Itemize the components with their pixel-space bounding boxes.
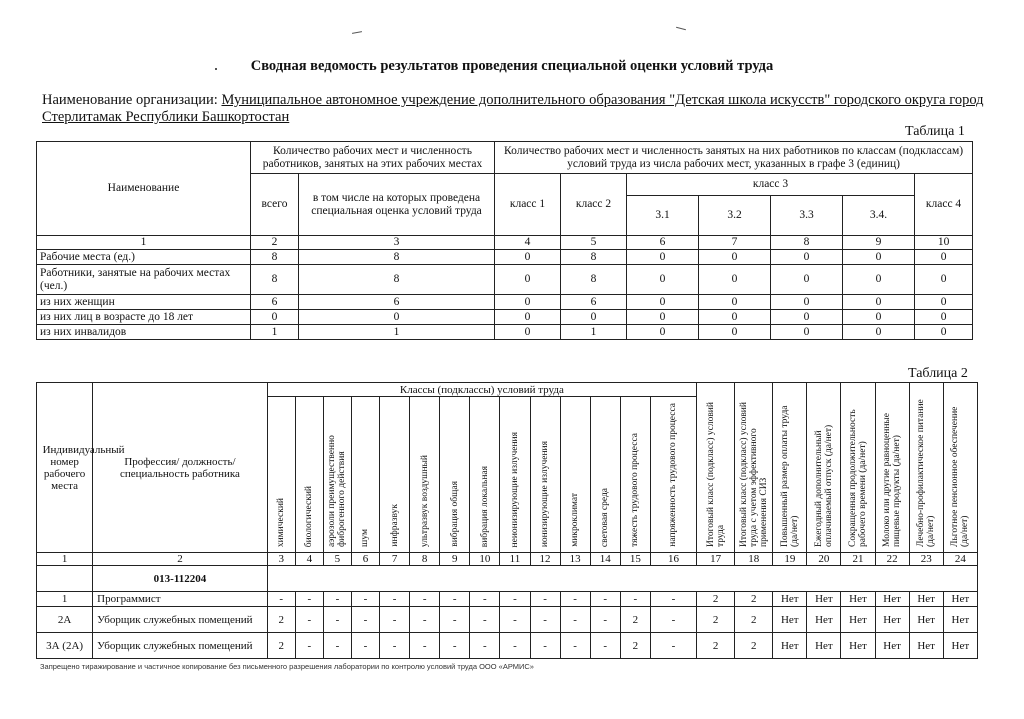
cell-value: 2 — [620, 607, 650, 633]
header-classes-group: Классы (подклассы) условий труда — [267, 383, 696, 397]
header-factor — [295, 397, 323, 553]
organization-name: Муниципальное автономное учреждение дополнительного образования "Детская школа искусств" городского округа город Стерлитамак Республики Башкортостан — [42, 92, 984, 125]
cell-value: - — [295, 592, 323, 607]
header-factor — [440, 397, 470, 553]
header-extra — [773, 383, 807, 553]
organization-label: Наименование организации: — [42, 92, 218, 108]
cell-value: 0 — [843, 310, 915, 325]
column-number: 12 — [530, 553, 560, 566]
table-row — [37, 633, 978, 659]
header-factor — [470, 397, 500, 553]
header-factor — [560, 397, 590, 553]
header-factor — [267, 397, 295, 553]
header-extra — [841, 383, 875, 553]
cell-value: 0 — [495, 295, 561, 310]
cell-value: 2 — [697, 592, 735, 607]
header-factor-text: аэрозоли преимущественно фиброгенного действия — [327, 435, 348, 547]
header-factor — [380, 397, 410, 553]
cell-value: 0 — [771, 325, 843, 340]
column-number: 17 — [697, 553, 735, 566]
column-number: 23 — [909, 553, 943, 566]
column-number: 2 — [251, 236, 299, 250]
header-factor — [530, 397, 560, 553]
cell-value: - — [410, 633, 440, 659]
workplace-id: 1 — [37, 592, 93, 607]
header-class4: класс 4 — [915, 174, 973, 236]
header-workplace-id-text: Индивидуальный номер рабочего места — [42, 443, 125, 492]
cell-value: - — [590, 592, 620, 607]
header-subclass: 3.1 — [627, 196, 699, 236]
cell-value: - — [560, 592, 590, 607]
cell-value: 2 — [697, 607, 735, 633]
cell-value: 0 — [627, 250, 699, 265]
cell-value: Нет — [943, 607, 977, 633]
column-number: 3 — [299, 236, 495, 250]
cell-value: - — [351, 633, 379, 659]
header-profession: Профессия/ должность/ специальность работника — [93, 383, 268, 553]
row-name: из них лиц в возрасте до 18 лет — [37, 310, 251, 325]
column-number: 8 — [410, 553, 440, 566]
cell-value: 8 — [251, 250, 299, 265]
header-extra — [909, 383, 943, 553]
cell-value: 0 — [627, 325, 699, 340]
cell-value: 1 — [299, 325, 495, 340]
column-number: 22 — [875, 553, 909, 566]
cell-value: - — [470, 607, 500, 633]
header-class2: класс 2 — [561, 174, 627, 236]
section-row — [37, 566, 978, 592]
cell-value: Нет — [841, 592, 875, 607]
column-number: 3 — [267, 553, 295, 566]
profession-name: Программист — [93, 592, 268, 607]
cell-value: - — [530, 607, 560, 633]
header-extra-text: Льготное пенсионное обеспечение (да/нет) — [950, 406, 971, 547]
cell-value: 0 — [495, 310, 561, 325]
header-factor-text: инфразвук — [389, 504, 400, 547]
cell-value: - — [380, 607, 410, 633]
section-code: 013-112204 — [93, 566, 268, 592]
column-number: 13 — [560, 553, 590, 566]
cell-value: - — [560, 607, 590, 633]
cell-value: 2 — [267, 633, 295, 659]
column-number: 7 — [380, 553, 410, 566]
cell-value: 0 — [699, 265, 771, 295]
header-factor-text: ультразвук воздушный — [419, 454, 430, 547]
header-extra — [807, 383, 841, 553]
cell-value: 0 — [771, 310, 843, 325]
cell-value: - — [323, 592, 351, 607]
cell-value: - — [650, 592, 696, 607]
cell-value: 6 — [251, 295, 299, 310]
cell-value: 8 — [561, 250, 627, 265]
cell-value: 0 — [843, 250, 915, 265]
cell-value: 0 — [495, 265, 561, 295]
column-number: 7 — [699, 236, 771, 250]
column-number: 6 — [627, 236, 699, 250]
cell-value: 1 — [561, 325, 627, 340]
header-factor — [410, 397, 440, 553]
cell-value: - — [470, 592, 500, 607]
cell-value: 8 — [251, 265, 299, 295]
cell-value: - — [295, 607, 323, 633]
header-factor-text: шум — [360, 529, 371, 547]
row-name: Работники, занятые на рабочих местах (чел.) — [37, 265, 251, 295]
table-row — [37, 325, 973, 340]
header-factor-text: биологический — [304, 485, 315, 547]
cell-value: - — [380, 633, 410, 659]
header-factor — [590, 397, 620, 553]
cell-value: Нет — [807, 607, 841, 633]
cell-value: 0 — [699, 325, 771, 340]
column-number: 9 — [843, 236, 915, 250]
column-number: 24 — [943, 553, 977, 566]
header-classes-group: Количество рабочих мест и численность занятых на них работников по классам (подклассам) условий труда из числа рабочих мест, указанных в графе 3 (единиц) — [495, 142, 973, 174]
cell-value: 0 — [495, 325, 561, 340]
cell-value: 0 — [561, 310, 627, 325]
table-row — [37, 295, 973, 310]
column-number: 6 — [351, 553, 379, 566]
cell-value: Нет — [875, 633, 909, 659]
cell-value: Нет — [909, 607, 943, 633]
organization-line — [42, 92, 987, 126]
table-row — [37, 607, 978, 633]
column-number: 1 — [37, 553, 93, 566]
cell-value: - — [590, 607, 620, 633]
header-extra-text: Молоко или другие равноценные пищевые продукты (да/нет) — [882, 412, 903, 547]
cell-value: - — [323, 607, 351, 633]
cell-value: - — [440, 633, 470, 659]
cell-value: Нет — [909, 592, 943, 607]
column-number: 5 — [323, 553, 351, 566]
column-number: 21 — [841, 553, 875, 566]
cell-value: 6 — [561, 295, 627, 310]
header-extra-text: Ежегодный дополнительный оплачиваемый отпуск (да/нет) — [813, 424, 834, 547]
header-extra-text: Итоговый класс (подкласс) условий труда с учетом эффективного применения СИЗ — [738, 402, 769, 547]
cell-value: 0 — [915, 250, 973, 265]
cell-value: 2 — [735, 607, 773, 633]
cell-value: - — [560, 633, 590, 659]
column-number: 5 — [561, 236, 627, 250]
cell-value: - — [440, 592, 470, 607]
cell-value: Нет — [875, 607, 909, 633]
cell-value: - — [323, 633, 351, 659]
cell-value: - — [380, 592, 410, 607]
header-subclass: 3.3 — [771, 196, 843, 236]
cell-value: - — [650, 607, 696, 633]
cell-value: 0 — [627, 310, 699, 325]
header-class3: класс 3 — [627, 174, 915, 196]
column-number: 4 — [295, 553, 323, 566]
cell-value: 0 — [843, 265, 915, 295]
cell-value: 2 — [697, 633, 735, 659]
cell-value: 0 — [915, 295, 973, 310]
cell-value: 0 — [771, 265, 843, 295]
cell-value: 0 — [699, 295, 771, 310]
header-factor-text: микроклимат — [570, 493, 581, 547]
header-factor-text: неионизирующие излучения — [509, 431, 520, 547]
profession-name: Уборщик служебных помещений — [93, 633, 268, 659]
header-factor-text: световая среда — [600, 487, 611, 547]
cell-value: Нет — [875, 592, 909, 607]
table-row — [37, 265, 973, 295]
header-factor-text: химический — [276, 497, 287, 547]
column-numbers-row — [37, 553, 978, 566]
document-title: Сводная ведомость результатов проведения специальной оценки условий труда — [250, 58, 774, 74]
header-subclass: 3.2 — [699, 196, 771, 236]
cell-value: - — [470, 633, 500, 659]
header-factor — [323, 397, 351, 553]
cell-value: 2 — [735, 633, 773, 659]
header-extra — [875, 383, 909, 553]
header-count-group: Количество рабочих мест и численность работников, занятых на этих рабочих местах — [251, 142, 495, 174]
cell-value: - — [500, 592, 530, 607]
summary-table-1 — [36, 141, 973, 340]
workplace-id: 2А — [37, 607, 93, 633]
cell-value: Нет — [807, 592, 841, 607]
cell-value: 0 — [699, 250, 771, 265]
cell-value: - — [295, 633, 323, 659]
row-name: из них инвалидов — [37, 325, 251, 340]
header-subclass: 3.4. — [843, 196, 915, 236]
cell-value: Нет — [841, 607, 875, 633]
table1-caption: Таблица 1 — [905, 124, 965, 139]
cell-value: - — [410, 607, 440, 633]
header-factor-text: тяжесть трудового процесса — [630, 433, 641, 547]
header-extra-text: Итоговый класс (подкласс) условий труда — [705, 402, 726, 547]
cell-value: 0 — [495, 250, 561, 265]
cell-value: - — [500, 607, 530, 633]
header-extra-text: Сокращенная продолжительность рабочего времени (да/нет) — [848, 409, 868, 547]
column-number: 2 — [93, 553, 268, 566]
cell-value: Нет — [943, 592, 977, 607]
header-factor — [650, 397, 696, 553]
table-row — [37, 310, 973, 325]
column-number: 10 — [915, 236, 973, 250]
table-row — [37, 592, 978, 607]
workplace-id: 3А (2А) — [37, 633, 93, 659]
cell-value: - — [530, 592, 560, 607]
cell-value: 0 — [771, 250, 843, 265]
header-class1: класс 1 — [495, 174, 561, 236]
footer-note: Запрещено тиражирование и частичное копирование без письменного разрешения лаборатории по контролю условий труда ООО «АРМИС» — [40, 662, 534, 671]
cell-value: 0 — [843, 325, 915, 340]
column-number: 1 — [37, 236, 251, 250]
cell-value: 0 — [299, 310, 495, 325]
header-factor-text: напряженность трудового процесса — [668, 403, 679, 547]
cell-value: Нет — [773, 592, 807, 607]
cell-value: 0 — [915, 310, 973, 325]
cell-value: 0 — [915, 325, 973, 340]
cell-value: Нет — [841, 633, 875, 659]
header-assessed: в том числе на которых проведена специальная оценка условий труда — [299, 174, 495, 236]
header-extra-text: Повышенный размер оплаты труда (да/нет) — [779, 405, 800, 547]
cell-value: - — [267, 592, 295, 607]
header-name: Наименование — [37, 142, 251, 236]
column-number: 20 — [807, 553, 841, 566]
column-number: 11 — [500, 553, 530, 566]
cell-value: - — [410, 592, 440, 607]
cell-value: - — [440, 607, 470, 633]
column-numbers-row — [37, 236, 973, 250]
column-number: 18 — [735, 553, 773, 566]
section-empty-cell — [37, 566, 93, 592]
table2-caption: Таблица 2 — [908, 366, 968, 381]
cell-value: 0 — [627, 265, 699, 295]
cell-value: Нет — [807, 633, 841, 659]
workplace-table-2 — [36, 382, 978, 659]
column-number: 19 — [773, 553, 807, 566]
header-factor-text: вибрация локальная — [479, 465, 490, 547]
column-number: 8 — [771, 236, 843, 250]
header-factor — [351, 397, 379, 553]
cell-value: 8 — [561, 265, 627, 295]
cell-value: 2 — [620, 633, 650, 659]
cell-value: 0 — [627, 295, 699, 310]
cell-value: - — [500, 633, 530, 659]
cell-value: Нет — [909, 633, 943, 659]
cell-value: 0 — [251, 310, 299, 325]
column-number: 16 — [650, 553, 696, 566]
cell-value: 0 — [699, 310, 771, 325]
cell-value: 8 — [299, 250, 495, 265]
column-number: 9 — [440, 553, 470, 566]
cell-value: 6 — [299, 295, 495, 310]
cell-value: 2 — [267, 607, 295, 633]
header-total: всего — [251, 174, 299, 236]
cell-value: - — [590, 633, 620, 659]
cell-value: 2 — [735, 592, 773, 607]
cell-value: 0 — [771, 295, 843, 310]
scan-mark — [352, 31, 362, 34]
cell-value: 1 — [251, 325, 299, 340]
column-number: 4 — [495, 236, 561, 250]
cell-value: - — [351, 607, 379, 633]
cell-value: 0 — [843, 295, 915, 310]
header-extra — [943, 383, 977, 553]
cell-value: Нет — [773, 633, 807, 659]
header-factor — [620, 397, 650, 553]
header-workplace-id — [37, 383, 125, 553]
column-number: 15 — [620, 553, 650, 566]
cell-value: - — [650, 633, 696, 659]
table-row — [37, 250, 973, 265]
profession-name: Уборщик служебных помещений — [93, 607, 268, 633]
column-number: 10 — [470, 553, 500, 566]
cell-value: 0 — [915, 265, 973, 295]
header-extra — [697, 383, 735, 553]
cell-value: - — [351, 592, 379, 607]
cell-value: - — [620, 592, 650, 607]
cell-value: Нет — [943, 633, 977, 659]
header-extra — [735, 383, 773, 553]
header-factor-text: ионизирующие излучения — [540, 440, 551, 547]
row-name: Рабочие места (ед.) — [37, 250, 251, 265]
header-extra-text: Лечебно-профилактическое питание (да/нет) — [916, 399, 937, 547]
cell-value: - — [530, 633, 560, 659]
cell-value: 8 — [299, 265, 495, 295]
header-factor — [500, 397, 530, 553]
cell-value: Нет — [773, 607, 807, 633]
row-name: из них женщин — [37, 295, 251, 310]
scan-mark — [676, 27, 686, 31]
column-number: 14 — [590, 553, 620, 566]
header-factor-text: вибрация общая — [449, 481, 460, 547]
section-empty-span — [267, 566, 977, 592]
